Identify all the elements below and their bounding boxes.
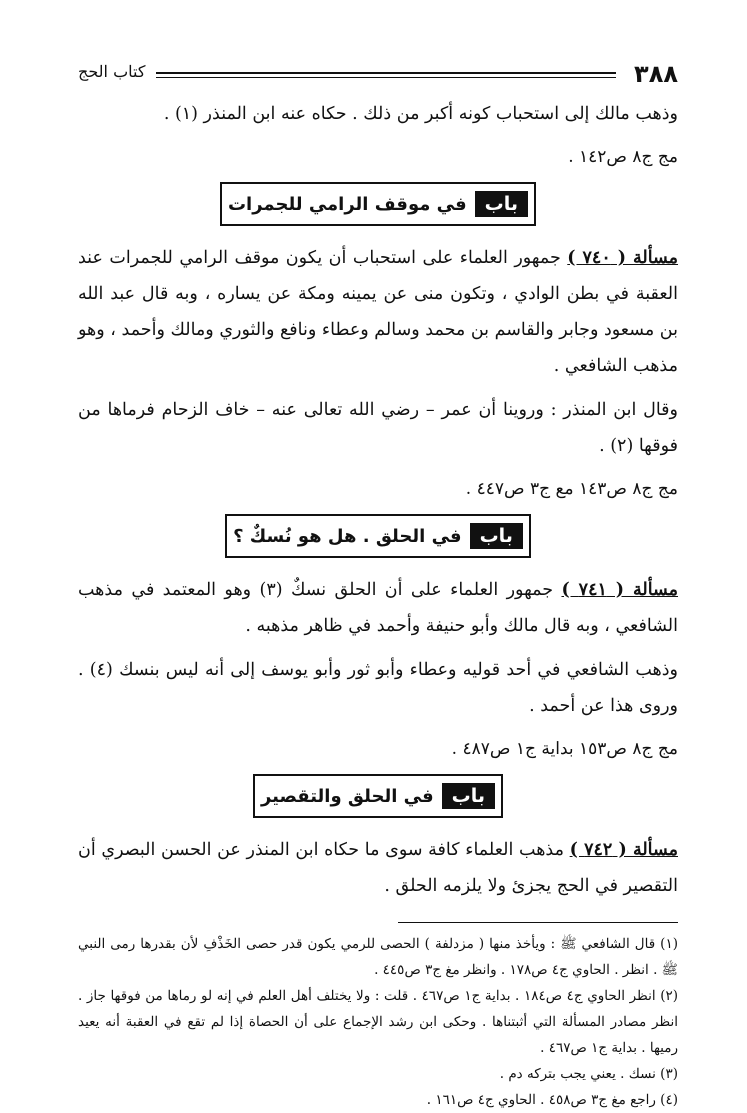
book-page [78, 52, 679, 1108]
reference-line: مج ج٨ ص١٥٣ بداية ج١ ص٤٨٧ . [451, 739, 678, 759]
issue-text: جمهور العلماء على استحباب أن يكون موقف الرامي للجمرات عند العقبة في بطن الوادي ، وتكون منى عن يمينه ومكة عن يساره ، وبه قال عبد الله بن مسعود وجابر والقاسم بن محمد وسالم وعطاء ونافع والثوري ومالك وأحمد ، وهو مذهب الشافعي . [78, 248, 678, 376]
page-header [78, 60, 678, 92]
paragraph: وذهب الشافعي في أحد قوليه وعطاء وأبو ثور وأبو يوسف إلى أنه ليس بنسك (٤) . وروى هذا عن أحمد . [78, 660, 678, 716]
page-body [78, 96, 678, 1113]
chapter-title: في الحلق والتقصير [260, 785, 434, 807]
issue-paragraph [78, 832, 678, 904]
page-number: ٣٨٨ [634, 60, 678, 88]
issue-number: مسألة ( ٧٤٢ ) [569, 840, 678, 860]
book-title: كتاب الحج [78, 62, 146, 81]
chapter-heading [78, 182, 678, 228]
issue-number: مسألة ( ٧٤١ ) [561, 580, 679, 600]
chapter-heading [78, 774, 678, 820]
footnote: (١) قال الشافعي ﷺ : ويأخذ منها ( مزدلفة ) الحصى للرمي يكون قدر حصى الخَذْفِ لأن بقدرها رمى النبي ﷺ . انظر . الحاوي ج٤ ص١٧٨ . وانظر مغ ج٣ ص٤٤٥ . [78, 936, 678, 978]
chapter-tag: باب [442, 783, 495, 809]
footnote: (٢) انظر الحاوي ج٤ ص١٨٤ . بداية ج١ ص٤٦٧ . قلت : ولا يختلف أهل العلم في إنه لو رماها من فوقها جاز . انظر مصادر المسألة التي أثبتناها . وحكى ابن رشد الإجماع على أن الحصاة إذا لم تقع في العقبة أنه يعيد رميها . بداية ج١ ص٤٦٧ . [78, 988, 679, 1056]
issue-paragraph [78, 240, 678, 384]
paragraph: وقال ابن المنذر : وروينا أن عمر – رضي الله تعالى عنه – خاف الزحام فرماها من فوقها (٢) . [78, 400, 678, 456]
chapter-tag: باب [470, 523, 523, 549]
issue-text: مذهب العلماء كافة سوى ما حكاه ابن المنذر عن الحسن البصري أن التقصير في الحج يجزئ ولا يلزمه الحلق . [78, 840, 678, 896]
footnote: (٣) نسك . يعني يجب بتركه دم . [499, 1066, 678, 1082]
issue-paragraph [78, 572, 678, 644]
reference-line: مج ج٨ ص١٤٢ . [568, 147, 678, 167]
header-rule [156, 72, 616, 78]
chapter-title: في الحلق . هل هو نُسكٌ ؟ [233, 525, 462, 547]
chapter-heading [78, 514, 678, 560]
footnote-separator [398, 922, 678, 923]
issue-text: جمهور العلماء على أن الحلق نسكٌ (٣) وهو المعتمد في مذهب الشافعي ، وبه قال مالك وأبو حنيفة وأحمد في ظاهر مذهبه . [78, 580, 678, 636]
chapter-tag: باب [475, 191, 528, 217]
footnote: (٤) راجع مغ ج٣ ص٤٥٨ . الحاوي ج٤ ص١٦١ . [426, 1092, 678, 1108]
reference-line: مج ج٨ ص١٤٣ مع ج٣ ص٤٤٧ . [465, 479, 678, 499]
paragraph: وذهب مالك إلى استحباب كونه أكبر من ذلك . حكاه عنه ابن المنذر (١) . [163, 104, 678, 124]
chapter-title: في موقف الرامي للجمرات [227, 193, 467, 215]
issue-number: مسألة ( ٧٤٠ ) [567, 248, 679, 268]
